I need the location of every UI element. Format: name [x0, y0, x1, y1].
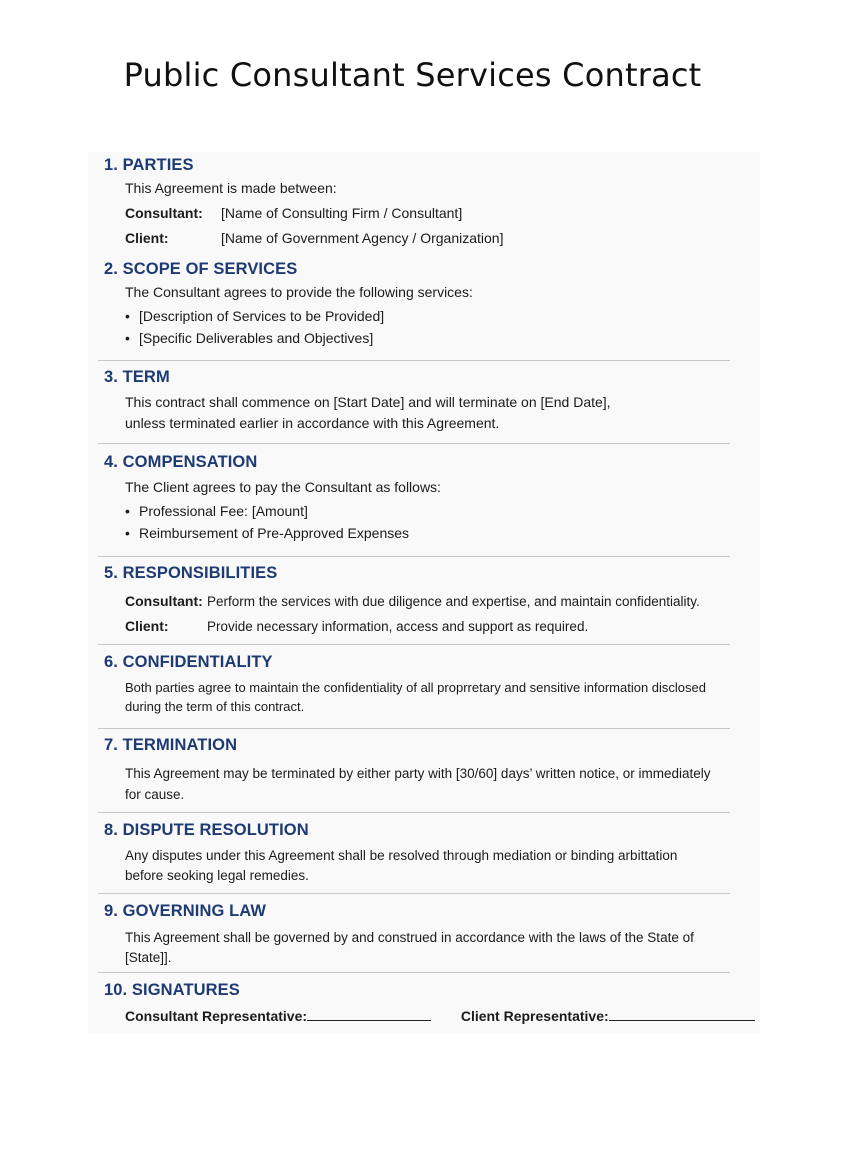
section-term	[104, 368, 611, 434]
section-heading: 1. PARTIES	[104, 156, 194, 174]
consultant-signature-label: Consultant Representative:	[125, 1008, 308, 1024]
compensation-intro: The Client agrees to pay the Consultant as follows:	[125, 479, 441, 495]
section-heading: 8. DISPUTE RESOLUTION	[104, 821, 309, 839]
responsibility-value: Provide necessary information, access and support as required.	[207, 619, 589, 634]
termination-line: This Agreement may be terminated by either party with [30/60] days’ written notice, or immediately	[125, 766, 711, 781]
responsibility-value: Perform the services with due diligence and expertise, and maintain confidentiality.	[207, 594, 700, 609]
section-parties	[104, 156, 503, 251]
section-scope	[104, 260, 473, 349]
scope-intro: The Consultant agrees to provide the following services:	[125, 284, 473, 300]
term-line: This contract shall commence on [Start Date] and will terminate on [End Date],	[125, 394, 611, 410]
consultant-signature-line[interactable]	[307, 1006, 431, 1021]
section-compensation	[104, 453, 441, 544]
dispute-line: Any disputes under this Agreement shall be resolved through mediation or binding arbittation	[125, 848, 678, 863]
divider	[98, 644, 730, 645]
list-item: • [Specific Deliverables and Objectives]	[125, 330, 374, 346]
section-heading: 2. SCOPE OF SERVICES	[104, 260, 298, 278]
divider	[98, 893, 730, 894]
governing-law-line: [State]].	[125, 950, 172, 965]
section-responsibilities	[104, 564, 700, 639]
confidentiality-line: Both parties agree to maintain the confidentiality of all proprretary and sensitive information disclosed	[125, 680, 706, 695]
document-title: Public Consultant Services Contract	[123, 56, 702, 94]
section-heading: 4. COMPENSATION	[104, 453, 258, 471]
party-row-client	[104, 226, 503, 251]
signature-row	[104, 1006, 755, 1024]
divider	[98, 812, 730, 813]
party-row-consultant	[104, 201, 503, 226]
section-heading: 5. RESPONSIBILITIES	[104, 564, 278, 582]
divider	[98, 728, 730, 729]
termination-line: for cause.	[125, 787, 185, 802]
section-confidentiality	[104, 653, 706, 716]
responsibility-label: Client:	[125, 618, 169, 634]
divider	[98, 556, 730, 557]
party-value: [Name of Consulting Firm / Consultant]	[221, 205, 463, 221]
party-value: [Name of Government Agency / Organization]	[221, 230, 504, 246]
list-item: • [Description of Services to be Provided]	[125, 308, 385, 324]
term-line: unless terminated earlier in accordance with this Agreement.	[125, 415, 500, 431]
party-label: Consultant:	[125, 205, 203, 221]
client-signature-line[interactable]	[609, 1006, 755, 1021]
list-item: • Reimbursement of Pre-Approved Expenses	[125, 525, 410, 541]
section-governing-law	[104, 902, 694, 968]
section-termination	[104, 736, 711, 805]
confidentiality-line: during the term of this contract.	[125, 699, 305, 714]
section-heading: 6. CONFIDENTIALITY	[104, 653, 273, 671]
responsibility-row-client	[104, 614, 700, 639]
governing-law-line: This Agreement shall be governed by and construed in accordance with the laws of the State of	[125, 930, 694, 945]
section-heading: 9. GOVERNING LAW	[104, 902, 267, 920]
client-signature-label: Client Representative:	[460, 1008, 609, 1024]
list-item: • Professional Fee: [Amount]	[125, 503, 308, 519]
dispute-line: before seoking legal remedies.	[125, 868, 309, 883]
section-heading: 3. TERM	[104, 368, 170, 386]
divider	[98, 360, 730, 361]
section-heading: 10. SIGNATURES	[104, 981, 240, 999]
party-label: Client:	[125, 230, 169, 246]
parties-intro: This Agreement is made between:	[125, 180, 337, 196]
responsibility-label: Consultant:	[125, 593, 203, 609]
section-signatures	[104, 981, 755, 1024]
divider	[98, 972, 730, 973]
section-heading: 7. TERMINATION	[104, 736, 238, 754]
divider	[98, 443, 730, 444]
responsibility-row-consultant	[104, 589, 700, 614]
section-dispute-resolution	[104, 821, 677, 886]
